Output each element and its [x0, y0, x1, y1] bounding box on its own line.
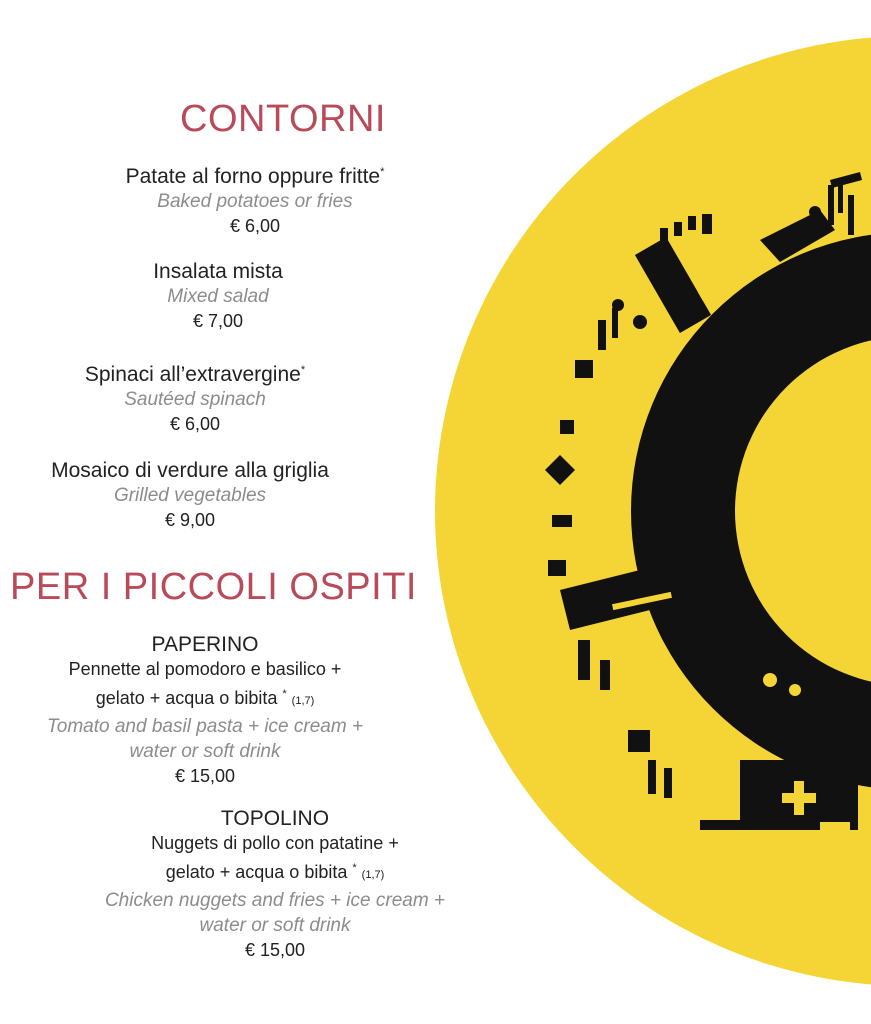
item-description-line1: Nuggets di pollo con patatine +	[151, 833, 399, 853]
menu-item-patate	[0, 160, 510, 239]
asterisk-mark: *	[352, 862, 357, 874]
item-translation: Grilled vegetables	[113, 485, 267, 506]
asterisk-mark: *	[380, 166, 385, 178]
kids-menu-heading: PER I PICCOLI OSPITI	[10, 566, 417, 608]
menu-item-paperino	[0, 632, 410, 789]
menu-item-insalata	[0, 259, 436, 334]
asterisk-mark: *	[282, 688, 287, 700]
item-name: Patate al forno oppure fritte*	[125, 165, 385, 188]
item-price: € 6,00	[169, 414, 221, 434]
item-description-line2: gelato + acqua o bibita * (1,7)	[165, 862, 385, 882]
menu-item-mosaico	[0, 458, 380, 533]
item-price: € 9,00	[164, 510, 216, 530]
item-translation-line1: Chicken nuggets and fries + ice cream +	[104, 890, 446, 911]
item-translation-line2: water or soft drink	[199, 915, 351, 936]
asterisk-mark: *	[300, 364, 306, 376]
item-price: € 15,00	[244, 940, 306, 960]
item-translation: Sautéed spinach	[124, 389, 266, 410]
item-description-line1: Pennette al pomodoro e basilico +	[68, 659, 342, 679]
menu-item-topolino	[45, 806, 505, 963]
allergen-codes: (1,7)	[291, 695, 315, 707]
item-price: € 7,00	[192, 311, 244, 331]
item-translation-line2: water or soft drink	[129, 741, 281, 762]
item-description-line2: gelato + acqua o bibita * (1,7)	[95, 688, 315, 708]
item-price: € 15,00	[174, 766, 236, 786]
item-translation: Baked potatoes or fries	[157, 191, 353, 212]
allergen-codes: (1,7)	[361, 869, 385, 881]
contorni-heading: CONTORNI	[180, 98, 386, 140]
item-name: Mosaico di verdure alla griglia	[51, 459, 329, 482]
item-name: Insalata mista	[153, 260, 283, 283]
item-translation-line1: Tomato and basil pasta + ice cream +	[46, 716, 364, 737]
item-translation: Mixed salad	[167, 286, 269, 307]
item-name: Spinaci all’extravergine*	[84, 363, 306, 386]
item-name: PAPERINO	[151, 633, 259, 656]
item-name: TOPOLINO	[220, 807, 330, 830]
menu-item-spinaci	[0, 358, 390, 437]
item-price: € 6,00	[229, 216, 281, 236]
